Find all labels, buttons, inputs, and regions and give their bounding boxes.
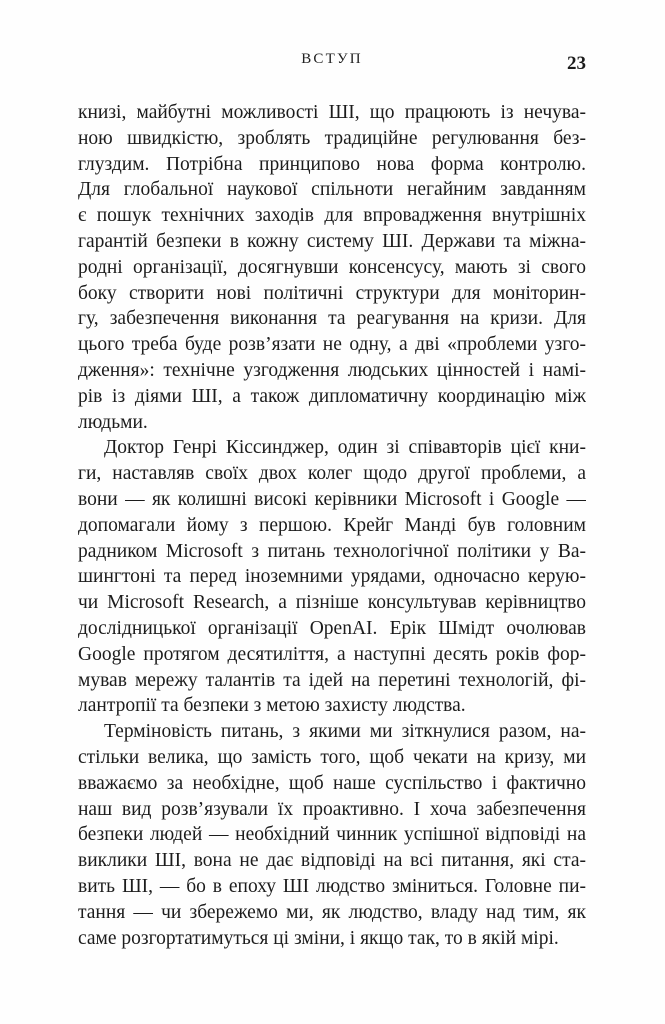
text-line: шингтоні та перед іноземними урядами, одночасно керую-: [78, 566, 586, 588]
text-line: лантропії та безпеки з метою захисту людства.: [78, 695, 466, 717]
text-line: боку створити нові політичні структури для моніторин-: [78, 282, 586, 304]
page-header: [78, 44, 586, 78]
text-line: чи Microsoft Research, а пізніше консультував керівництво: [78, 592, 586, 614]
text-line: Терміновість питань, з якими ми зіткнулися разом, на-: [104, 721, 586, 743]
text-line: Доктор Генрі Кіссинджер, один зі співавторів цієї кни-: [104, 437, 586, 459]
text-line: родні організації, досягнувши консенсусу, мають зі свого: [78, 256, 586, 278]
text-line: глуздим. Потрібна принципово нова форма контролю.: [78, 153, 586, 175]
text-line: Для глобальної наукової спільноти негайним завданням: [78, 179, 586, 201]
text-line: гарантій безпеки в кожну систему ШІ. Держави та міжна-: [78, 230, 586, 252]
text-line: мував мережу талантів та ідей на перетині технологій, фі-: [78, 669, 586, 691]
text-line: дослідницької організації OpenAI. Ерік Шмідт очолював: [78, 617, 586, 639]
text-line: дження»: технічне узгодження людських цінностей і намі-: [78, 359, 586, 381]
text-line: людьми.: [78, 411, 148, 433]
text-line: стільки велика, що замість того, щоб чекати на кризу, ми: [78, 746, 586, 768]
text-line: радником Microsoft з питань технологічної політики у Ва-: [78, 540, 586, 562]
text-line: вить ШІ, — бо в епоху ШІ людство зміниться. Головне пи-: [78, 875, 586, 897]
text-line: саме розгортатимуться ці зміни, і якщо так, то в якій мірі.: [78, 927, 559, 949]
text-line: виклики ШІ, вона не дає відповіді на всі питання, які ста-: [78, 850, 586, 872]
text-line: ною швидкістю, зроблять традиційне регулювання без-: [78, 127, 586, 149]
text-line: Google протягом десятиліття, а наступні десять років фор-: [78, 643, 586, 665]
text-line: цього треба буде розв’язати не одну, а дві «проблеми узго-: [78, 334, 586, 356]
running-head: ВСТУП: [301, 51, 363, 67]
body-text: [78, 100, 586, 951]
text-line: наш вид розв’язували їх проактивно. І хоча забезпечення: [78, 798, 586, 820]
text-line: книзі, майбутні можливості ШІ, що працюють із нечува-: [78, 102, 586, 123]
text-line: вони — як колишні високі керівники Microsoft і Google —: [78, 488, 586, 510]
text-line: ги, наставляв своїх двох колег щодо другої проблеми, а: [78, 463, 586, 485]
text-line: тання — чи збережемо ми, як людство, владу над тим, як: [78, 901, 586, 923]
text-line: є пошук технічних заходів для впровадження внутрішніх: [78, 205, 586, 227]
page-number: 23: [567, 53, 586, 74]
text-line: допомагали йому з першою. Крейг Манді був головним: [78, 514, 586, 536]
text-line: вважаємо за необхідне, щоб наше суспільство і фактично: [78, 772, 586, 794]
text-line: гу, забезпечення виконання та реагування на кризи. Для: [78, 308, 586, 330]
text-line: безпеки людей — необхідний чинник успішної відповіді на: [78, 824, 586, 846]
text-line: рів із діями ШІ, а також дипломатичну координацію між: [78, 385, 586, 407]
